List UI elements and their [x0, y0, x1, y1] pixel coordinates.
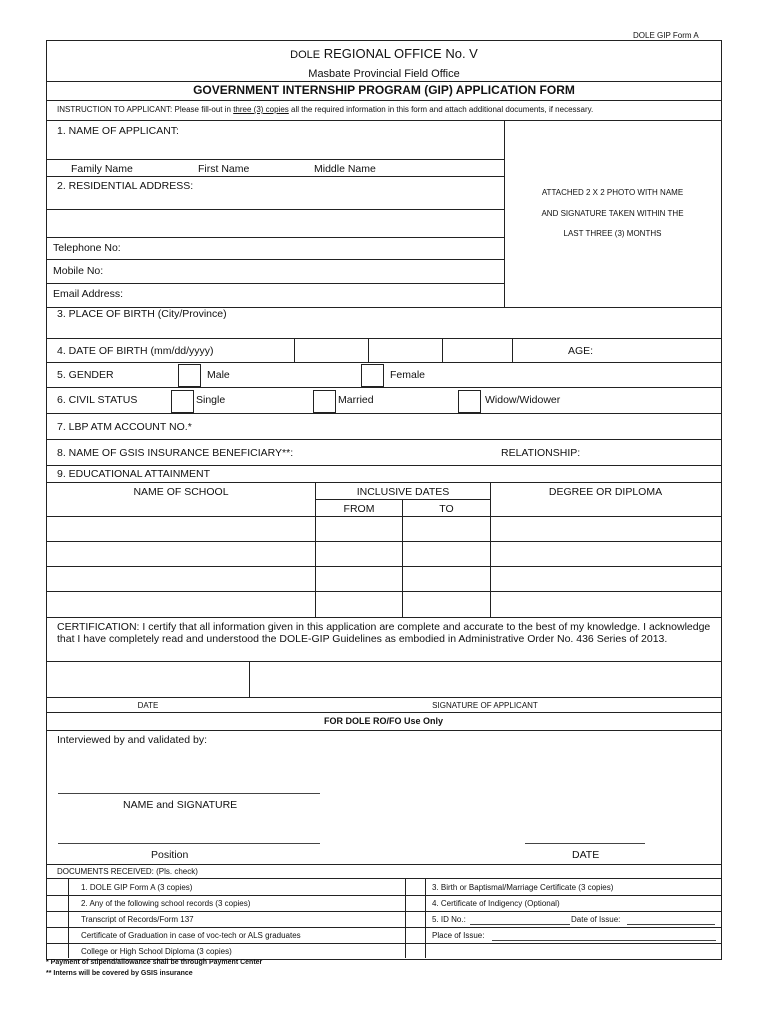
- doc-item: College or High School Diploma (3 copies): [81, 947, 232, 956]
- doc-item: 2. Any of the following school records (3 copies): [81, 899, 251, 908]
- form-code: DOLE GIP Form A: [633, 31, 699, 40]
- doc-item: 3. Birth or Baptismal/Marriage Certificate (3 copies): [432, 883, 614, 892]
- signature-field[interactable]: [250, 662, 719, 696]
- gsis-beneficiary-field[interactable]: [305, 440, 495, 464]
- education-row[interactable]: [47, 592, 720, 616]
- office-use-heading: FOR DOLE RO/FO Use Only: [323, 716, 443, 726]
- birthplace-label: 3. PLACE OF BIRTH (City/Province): [57, 308, 227, 320]
- education-row[interactable]: [47, 517, 720, 540]
- position-caption: Position: [151, 849, 189, 861]
- interviewed-label: Interviewed by and validated by:: [57, 734, 208, 746]
- id-no-label: 5. ID No.:: [432, 915, 466, 924]
- applicant-name-field[interactable]: [47, 138, 503, 158]
- mobile-field[interactable]: [110, 260, 503, 282]
- age-label: AGE:: [568, 345, 594, 357]
- doc-check-transcript[interactable]: [47, 912, 67, 926]
- telephone-field[interactable]: [125, 238, 503, 258]
- education-row[interactable]: [47, 567, 720, 590]
- widow-checkbox[interactable]: [458, 390, 481, 413]
- civil-status-label: 6. CIVIL STATUS: [57, 394, 138, 406]
- documents-heading: DOCUMENTS RECEIVED: (Pls. check): [57, 867, 198, 876]
- form-title: GOVERNMENT INTERNSHIP PROGRAM (GIP) APPLICATION FORM: [193, 83, 575, 97]
- middle-name-caption: Middle Name: [314, 163, 376, 175]
- school-header: NAME OF SCHOOL: [133, 486, 229, 498]
- mobile-label: Mobile No:: [53, 265, 104, 277]
- age-field[interactable]: [598, 339, 718, 361]
- place-of-issue-field[interactable]: [492, 929, 716, 940]
- single-label: Single: [196, 394, 226, 406]
- male-checkbox[interactable]: [178, 364, 201, 387]
- doc-check-graduation-cert[interactable]: [47, 928, 67, 942]
- doc-check-id[interactable]: [406, 912, 424, 926]
- female-checkbox[interactable]: [361, 364, 384, 387]
- name-label: 1. NAME OF APPLICANT:: [57, 125, 179, 137]
- photo-box[interactable]: [505, 121, 719, 307]
- position-field[interactable]: [58, 820, 320, 842]
- married-checkbox[interactable]: [313, 390, 336, 413]
- birth-year-field[interactable]: [443, 339, 511, 361]
- regional-office-heading: DOLE REGIONAL OFFICE No. V: [290, 46, 478, 61]
- email-field[interactable]: [130, 284, 503, 306]
- lbp-account-field[interactable]: [210, 414, 718, 438]
- doc-item: Transcript of Records/Form 137: [81, 915, 194, 924]
- doc-check-diploma[interactable]: [47, 944, 67, 957]
- interviewer-signature-field[interactable]: [58, 770, 320, 792]
- married-label: Married: [338, 394, 374, 406]
- place-of-issue-label: Place of Issue:: [432, 931, 485, 940]
- doc-item: Certificate of Graduation in case of voc-tech or ALS graduates: [81, 931, 301, 940]
- birth-day-field[interactable]: [369, 339, 441, 361]
- photo-note-3: LAST THREE (3) MONTHS: [563, 229, 662, 238]
- footnote-2: ** Interns will be covered by GSIS insurance: [46, 970, 193, 977]
- male-label: Male: [207, 369, 230, 381]
- signature-caption: SIGNATURE OF APPLICANT: [432, 701, 538, 710]
- gender-label: 5. GENDER: [57, 369, 114, 381]
- birthdate-label: 4. DATE OF BIRTH (mm/dd/yyyy): [57, 345, 214, 357]
- photo-note-1: ATTACHED 2 X 2 PHOTO WITH NAME: [541, 188, 684, 197]
- female-label: Female: [390, 369, 426, 381]
- widow-label: Widow/Widower: [485, 394, 561, 406]
- doc-check-indigency[interactable]: [406, 896, 424, 910]
- certification-line-1: CERTIFICATION: I certify that all information given in this application are complete and accurate to the best of my knowledge. I acknowledge: [57, 621, 711, 633]
- gsis-label: 8. NAME OF GSIS INSURANCE BENEFICIARY**:: [57, 447, 294, 459]
- single-checkbox[interactable]: [171, 390, 194, 413]
- date-field[interactable]: [47, 662, 248, 696]
- first-name-caption: First Name: [198, 163, 250, 175]
- address-label: 2. RESIDENTIAL ADDRESS:: [57, 180, 194, 192]
- birth-month-field[interactable]: [295, 339, 367, 361]
- doc-check-school-records[interactable]: [47, 896, 67, 910]
- id-no-field[interactable]: [470, 913, 570, 924]
- doc-check-form-a[interactable]: [47, 879, 67, 894]
- degree-header: DEGREE OR DIPLOMA: [548, 486, 663, 498]
- footnote-1: * Payment of stipend/allowance shall be through Payment Center: [46, 959, 263, 966]
- doc-check-birth-cert[interactable]: [406, 879, 424, 894]
- certification-line-2: that I have completely read and understood the DOLE-GIP Guidelines as embodied in Administrative Order No. 436 Series of 2013.: [57, 633, 668, 645]
- photo-note-2: AND SIGNATURE TAKEN WITHIN THE: [541, 209, 684, 218]
- education-row[interactable]: [47, 542, 720, 565]
- date-of-issue-label: Date of Issue:: [571, 915, 621, 924]
- doc-item: 4. Certificate of Indigency (Optional): [432, 899, 560, 908]
- residential-address-field[interactable]: [47, 192, 503, 236]
- relationship-field[interactable]: [583, 440, 718, 464]
- office-date-field[interactable]: [525, 820, 645, 842]
- lbp-label: 7. LBP ATM ACCOUNT NO.*: [57, 421, 192, 433]
- to-header: TO: [439, 503, 454, 515]
- education-label: 9. EDUCATIONAL ATTAINMENT: [57, 468, 211, 480]
- office-date-caption: DATE: [572, 849, 600, 861]
- dates-header: INCLUSIVE DATES: [356, 486, 450, 498]
- telephone-label: Telephone No:: [53, 242, 121, 254]
- name-signature-caption: NAME and SIGNATURE: [123, 799, 238, 811]
- email-label: Email Address:: [53, 288, 124, 300]
- doc-item: 1. DOLE GIP Form A (3 copies): [81, 883, 193, 892]
- date-caption: DATE: [137, 701, 159, 710]
- relationship-label: RELATIONSHIP:: [501, 447, 581, 459]
- from-header: FROM: [343, 503, 375, 515]
- field-office: Masbate Provincial Field Office: [308, 68, 460, 80]
- date-of-issue-field[interactable]: [627, 913, 715, 924]
- birthplace-field[interactable]: [240, 308, 719, 337]
- instruction: INSTRUCTION TO APPLICANT: Please fill-out in three (3) copies all the required information in this form and attach additional documents, if necessary.: [57, 105, 594, 114]
- family-name-caption: Family Name: [71, 163, 133, 175]
